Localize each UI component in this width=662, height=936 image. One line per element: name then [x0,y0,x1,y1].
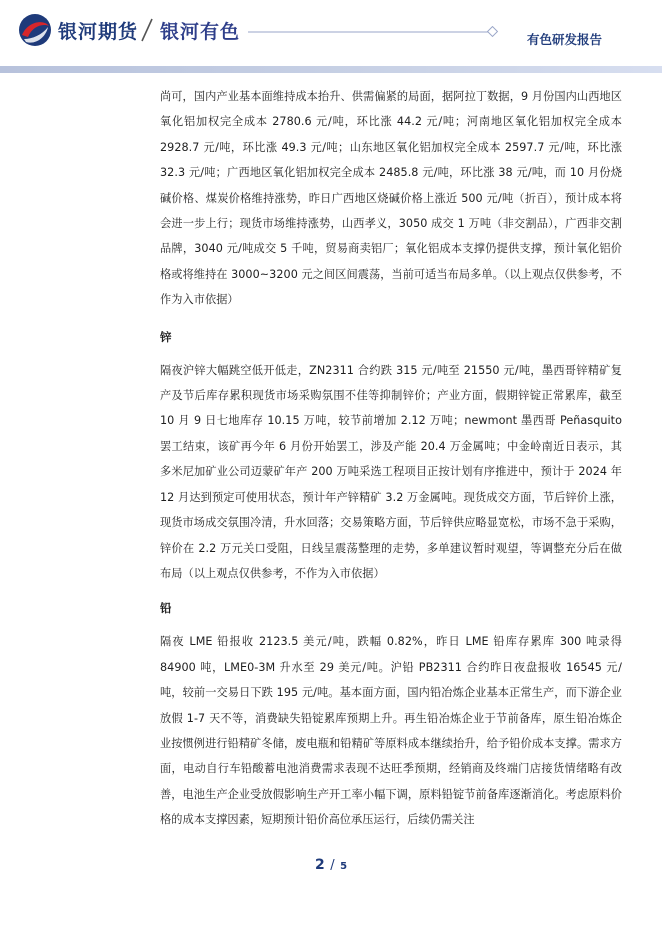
brand-primary: 银河期货 [58,21,139,43]
total-pages-number: 5 [340,861,348,872]
page-footer [0,857,662,873]
header-band [0,66,662,73]
zinc-paragraph: 隔夜沪锌大幅跳空低开低走，ZN2311 合约跌 315 元/吨至 21550 元/吨，墨西哥锌精矿复产及节后库存累积现货市场采购氛围不佳等抑制锌价；产业方面，假期锌锭正常累库，截至 10 月 9 日七地库存 10.15 万吨，较节前增加 2.12 万吨；newmont 墨西哥 Peñasquito 罢工结束，该矿再今年 6 月份开始罢工，涉及产能 20.4 万金属吨；中金岭南近日表示，其多米尼加矿业公司迈蒙矿年产 200 万吨采选工程项目正按计划有序推进中，预计于 2024 年 12 月达到预定可使用状态，预计年产锌精矿 3.2 万金属吨。现货成交方面，节后锌价上涨，现货市场成交氛围冷清，升水回落；交易策略方面，节后锌供应略显宽松，市场不急于采购，锌价在 2.2 万元关口受阻，日线呈震荡整理的走势，多单建议暂时观望，等调整充分后在做布局（以上观点仅供参考，不作为入市依据） [160,363,622,580]
galaxy-futures-logo-icon [18,13,52,47]
zinc-heading: 锌 [160,329,172,344]
current-page-number: 2 [314,857,325,873]
report-type-label: 有色研发报告 [526,32,602,47]
alumina-paragraph: 尚可，国内产业基本面维持成本抬升、供需偏紧的局面，据阿拉丁数据，9 月份国内山西地区氧化铝加权完全成本 2780.6 元/吨，环比涨 44.2 元/吨；河南地区氧化铝加权完全成本 2928.7 元/吨，环比涨 49.3 元/吨；山东地区氧化铝加权完全成本 2597.7 元/吨，环比涨 32.3 元/吨；广西地区氧化铝加权完全成本 2485.8 元/吨，环比涨 38 元/吨，而 10 月份烧碱价格、煤炭价格维持涨势，昨日广西地区烧碱价格上涨近 500 元/吨（折百），预计成本将会进一步上行；现货市场维持涨势，山西孝义，3050 成交 1 万吨（非交割品），广西非交割品牌，3040 元/吨成交 5 千吨，贸易商卖铝厂；氧化铝成本支撑仍提供支撑，预计氧化铝价格或将维持在 3000~3200 元之间区间震荡，当前可适当布局多单。（以上观点仅供参考，不作为入市依据） [160,90,622,307]
brand-divider [137,16,157,44]
brand-secondary: 银河有色 [160,21,241,43]
lead-heading: 铅 [160,601,172,616]
page-header [0,0,662,66]
lead-paragraph: 隔夜 LME 铅报收 2123.5 美元/吨，跌幅 0.82%，昨日 LME 铅库存累库 300 吨录得 84900 吨，LME0-3M 升水至 29 美元/吨。沪铅 PB2311 合约昨日夜盘报收 16545 元/吨，较前一交易日下跌 195 元/吨。基本面方面，国内铅冶炼企业基本正常生产，而下游企业放假 1-7 天不等，消费缺失铅锭累库预期上升。再生铅冶炼企业于节前备库，原生铅冶炼企业按惯例进行铅精矿冬储，废电瓶和铅精矿等原料成本继续抬升，给予铅价成本支撑。需求方面，电动自行车铅酸蓄电池消费需求表现不达旺季预期，经销商及终端门店接货情绪略有改善，电池生产企业受放假影响生产开工率小幅下调，原料铅锭节前备库逐渐消化。考虑原料价格的成本支撑因素，短期预计铅价高位承压运行，后续仍需关注 [160,635,622,827]
header-decorative-line [248,26,502,38]
report-body [160,84,622,833]
page-separator: / [330,858,335,873]
